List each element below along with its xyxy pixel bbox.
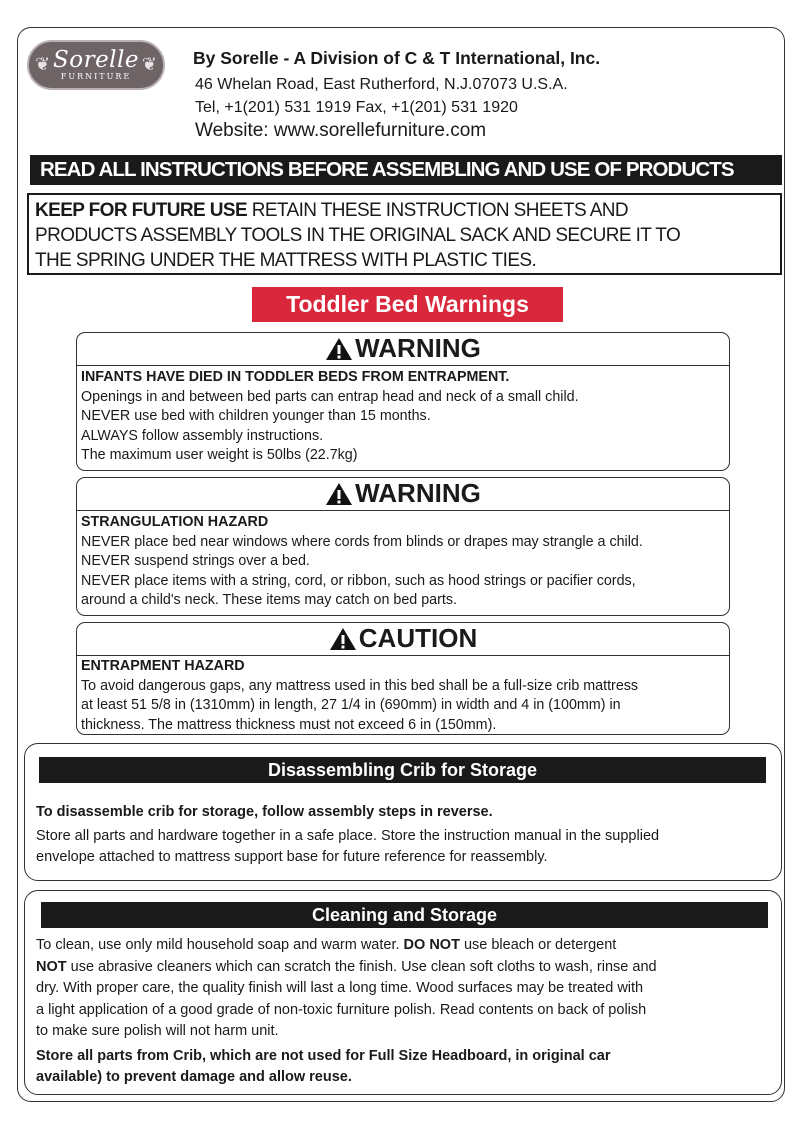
warning-triangle-icon — [325, 482, 353, 506]
cleaning-section — [24, 890, 782, 1095]
company-website: Website: www.sorellefurniture.com — [195, 120, 487, 141]
caution-line: To avoid dangerous gaps, any mattress used in this bed shall be a full-size crib mattress — [81, 677, 639, 694]
disassembling-line: envelope attached to mattress support base for future reference for reassembly. — [36, 849, 548, 865]
warning-heading — [77, 333, 729, 366]
caution-line: at least 51 5/8 in (1310mm) in length, 27 1/4 in (690mm) in width and 4 in (100mm) in — [81, 697, 621, 713]
keep-line2: PRODUCTS ASSEMBLY TOOLS IN THE ORIGINAL SACK AND SECURE IT TO — [35, 225, 681, 246]
company-name: By Sorelle - A Division of C & T International, Inc. — [193, 48, 601, 68]
warning-line: The maximum user weight is 50lbs (22.7kg) — [81, 447, 358, 463]
caution-bold-line: ENTRAPMENT HAZARD — [81, 658, 245, 674]
toddler-bed-warnings-title: Toddler Bed Warnings — [252, 287, 563, 322]
keep-line3: THE SPRING UNDER THE MATTRESS WITH PLASTIC TIES. — [35, 250, 537, 271]
logo-name: Sorelle — [52, 47, 140, 73]
keep-bold: KEEP FOR FUTURE USE — [35, 200, 248, 221]
warning-line: around a child's neck. These items may catch on bed parts. — [81, 592, 457, 608]
keep-for-future-box — [27, 193, 782, 275]
warning-line: ALWAYS follow assembly instructions. — [81, 427, 324, 444]
caution-triangle-icon — [329, 627, 357, 651]
logo-subtitle: FURNITURE — [60, 72, 132, 81]
read-instructions-banner: READ ALL INSTRUCTIONS BEFORE ASSEMBLING AND USE OF PRODUCTS — [30, 155, 782, 185]
disassembling-bold-line: To disassemble crib for storage, follow assembly steps in reverse. — [36, 804, 493, 820]
warning-line: NEVER use bed with children younger than 15 months. — [81, 408, 431, 424]
company-address: 46 Whelan Road, East Rutherford, N.J.07073 U.S.A. — [195, 76, 568, 93]
warning-bold-line: STRANGULATION HAZARD — [81, 514, 269, 530]
warning-line: NEVER place items with a string, cord, or ribbon, such as hood strings or pacifier cords, — [81, 572, 636, 589]
disassembling-body — [36, 802, 771, 869]
cleaning-bold-line: Store all parts from Crib, which are not used for Full Size Headboard, in original car — [36, 1047, 611, 1064]
cleaning-line-2: NOT use abrasive cleaners which can scratch the finish. Use clean soft cloths to wash, rinse and — [36, 958, 657, 975]
cleaning-line: dry. With proper care, the quality finish will last a long time. Wood surfaces may be treated with — [36, 980, 644, 996]
warning-line: NEVER place bed near windows where cords from blinds or drapes may strangle a child. — [81, 533, 643, 550]
warning-heading-text: WARNING — [355, 478, 481, 509]
warning-line: Openings in and between bed parts can entrap head and neck of a small child. — [81, 388, 579, 405]
disassembling-section — [24, 743, 782, 881]
flourish-right-icon: ❦ — [141, 54, 157, 74]
cleaning-line: a light application of a good grade of non-toxic furniture polish. Read contents on back of polish — [36, 1001, 647, 1018]
caution-line: thickness. The mattress thickness must not exceed 6 in (150mm). — [81, 716, 497, 733]
warning-triangle-icon — [325, 337, 353, 361]
caution-heading-text: CAUTION — [358, 623, 478, 654]
warning-heading-text: WARNING — [355, 333, 481, 364]
cleaning-line-1: To clean, use only mild household soap and warm water. DO NOT use bleach or detergent — [36, 937, 617, 953]
warning-box-strangulation — [76, 477, 730, 616]
cleaning-line: to make sure polish will not harm unit. — [36, 1023, 279, 1039]
keep-line1: RETAIN THESE INSTRUCTION SHEETS AND — [247, 200, 629, 221]
caution-heading — [77, 623, 729, 656]
disassembling-title: Disassembling Crib for Storage — [39, 757, 766, 783]
warning-bold-line: INFANTS HAVE DIED IN TODDLER BEDS FROM ENTRAPMENT. — [81, 369, 510, 385]
caution-box-entrapment — [76, 622, 730, 735]
do-not-emphasis: DO NOT — [403, 937, 460, 953]
cleaning-bold-line: available) to prevent damage and allow reuse. — [36, 1069, 352, 1085]
warning-heading — [77, 478, 729, 511]
cleaning-body — [36, 935, 771, 1089]
company-header — [195, 47, 600, 143]
disassembling-line: Store all parts and hardware together in a safe place. Store the instruction manual in the supplied — [36, 827, 660, 844]
not-emphasis: NOT — [36, 958, 67, 975]
flourish-left-icon: ❦ — [35, 54, 51, 74]
warning-box-entrapment — [76, 332, 730, 471]
warning-line: NEVER suspend strings over a bed. — [81, 553, 310, 569]
sorelle-logo — [27, 40, 165, 90]
cleaning-title: Cleaning and Storage — [41, 902, 768, 928]
company-phone: Tel, +1(201) 531 1919 Fax, +1(201) 531 1920 — [195, 99, 518, 116]
